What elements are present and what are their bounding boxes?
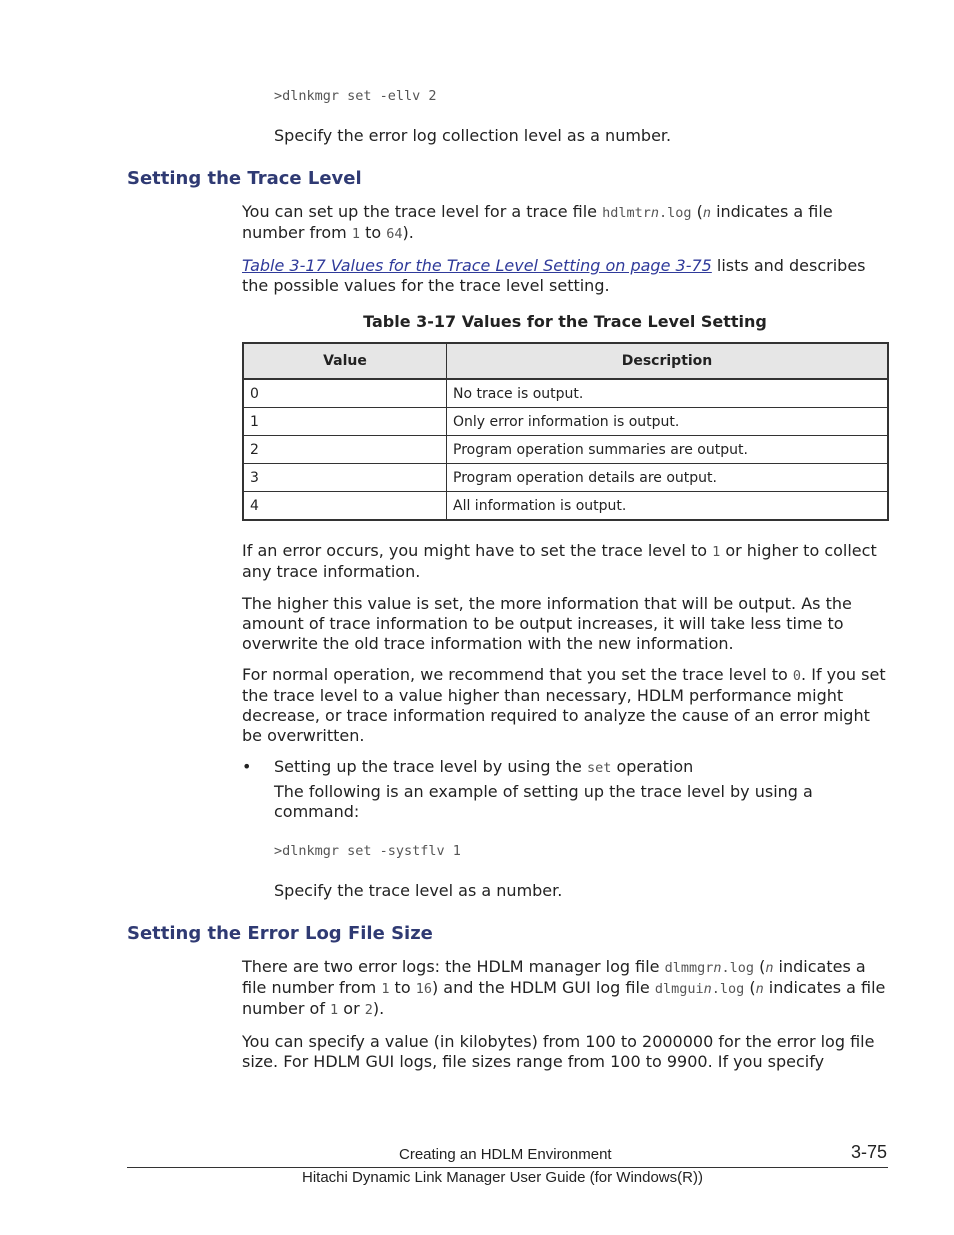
table-caption: Table 3-17 Values for the Trace Level Setting [363,312,767,331]
paragraph-trace-number: Specify the trace level as a number. [274,881,563,900]
footer-guide-title: Hitachi Dynamic Link Manager User Guide (for Windows(R)) [302,1169,703,1186]
heading-error-log-file-size: Setting the Error Log File Size [127,923,433,944]
paragraph-specify-size: You can specify a value (in kilobytes) from 100 to 2000000 for the error log file size. For HDLM GUI logs, file sizes range from 100 to 9900. If you specify [242,1032,875,1071]
table-row [243,379,888,408]
table-row [243,492,888,521]
table-row [243,464,888,492]
heading-setting-trace-level: Setting the Trace Level [127,168,362,189]
table-header-description: Description [447,343,889,379]
table-cell-value: 2 [243,436,447,464]
table-cell-value: 3 [243,464,447,492]
paragraph-example-intro: The following is an example of setting up the trace level by using a command: [274,782,813,821]
paragraph-errlog-level: Specify the error log collection level as a number. [274,126,672,145]
table-cell-description: Only error information is output. [447,408,889,436]
paragraph-trace-intro: You can set up the trace level for a trace file hdlmtrn.log (n indicates a file number from 1 to 64). [242,202,833,242]
bullet-item-set-operation: Setting up the trace level by using the set operation [274,757,694,776]
paragraph-error-occurs: If an error occurs, you might have to set the trace level to 1 or higher to collect any trace information. [242,541,877,581]
table-reference-link[interactable]: Table 3-17 Values for the Trace Level Setting on page 3-75 [242,256,712,275]
footer-page-number: 3-75 [851,1142,888,1162]
table-cell-description: No trace is output. [447,379,889,408]
paragraph-two-error-logs: There are two error logs: the HDLM manager log file dlmmgrn.log (n indicates a file number from 1 to 16) and the HDLM GUI log file dlmguin.log (n indicates a file number of 1 or 2). [242,957,886,1018]
paragraph-normal-operation: For normal operation, we recommend that you set the trace level to 0. If you set the trace level to a value higher than necessary, HDLM performance might decrease, or trace information required to analyze the cause of an error might be overwritten. [242,665,886,745]
footer-chapter-title: Creating an HDLM Environment [399,1146,612,1163]
table-cell-description: Program operation details are output. [447,464,889,492]
footer-divider [127,1167,888,1168]
table-cell-value: 4 [243,492,447,521]
paragraph-higher-value: The higher this value is set, the more information that will be output. As the amount of trace information to be output increases, it will take less time to overwrite the old trace information with the new information. [242,594,852,653]
paragraph-table-reference: Table 3-17 Values for the Trace Level Setting on page 3-75 lists and describes the possible values for the trace level setting. [242,256,866,295]
table-header-value: Value [243,343,447,379]
table-cell-description: All information is output. [447,492,889,521]
code-example-systflv: >dlnkmgr set -systflv 1 [274,843,461,859]
trace-level-table [242,342,889,521]
bullet-marker: • [242,757,252,776]
table-cell-description: Program operation summaries are output. [447,436,889,464]
table-header-row [243,343,888,379]
table-row [243,436,888,464]
table-cell-value: 1 [243,408,447,436]
code-example-ellv: >dlnkmgr set -ellv 2 [274,88,437,104]
table-row [243,408,888,436]
table-cell-value: 0 [243,379,447,408]
